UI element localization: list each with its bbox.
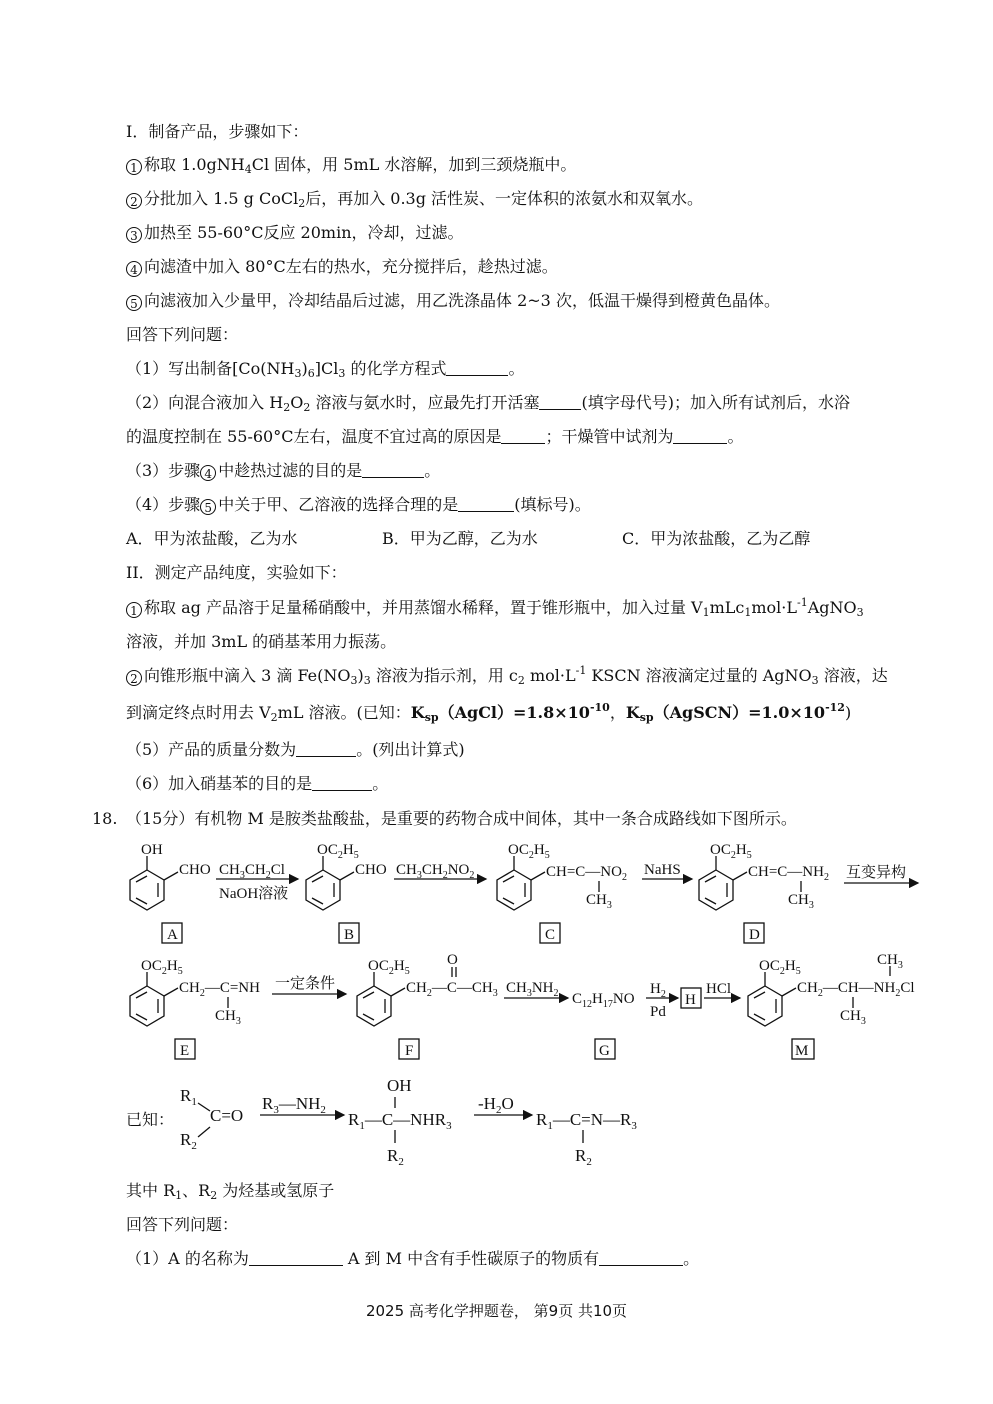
svg-text:B: B (344, 927, 355, 943)
svg-text:M: M (795, 1043, 809, 1059)
label-g (595, 1039, 615, 1059)
page-footer: 2025 高考化学押题卷， 第9页 共10页 (365, 1302, 628, 1320)
svg-text:CH=C—NO2: $CH=C—NO_2$ (546, 864, 627, 883)
svg-text:R2: $R_2$ (387, 1146, 404, 1165)
svg-text:-H2O: $-H_2O$ (478, 1094, 514, 1116)
svg-text:C=O: C=O (210, 1106, 244, 1125)
q18-question-1: （1）A 的名称为 A 到 M 中含有手性碳原子的物质有 。 (126, 1249, 700, 1268)
answer-blank[interactable] (362, 463, 424, 478)
circled-4: 4 (200, 465, 216, 481)
compound-f (357, 952, 498, 1026)
part2-step2-line1: 2 向锥形瓶中滴入 3 滴 $Fe(NO_3)_3$ 溶液为指示剂，用 $c_2$ $mol\cdot L^{-1}$ KSCN 溶液滴定过量的 AgNO$_3$ 溶液，达 (126, 666, 888, 686)
compound-e (130, 958, 260, 1027)
reagent-ab-bottom: NaOH溶液 (219, 886, 289, 902)
svg-text:CH2—CH—NH2Cl: $CH_2—CH—NH_2Cl$ (797, 980, 915, 999)
compound-a (130, 842, 211, 910)
circled-1: 1 (126, 159, 142, 175)
svg-text:F: F (405, 1043, 414, 1059)
svg-text:OC2H5: $OC_2H_5$ (368, 958, 410, 977)
reagent-gh-bottom: Pd (650, 1004, 666, 1020)
question-2-line2: 的温度控制在 55-60°C左右，温度不宜过高的原因是 ；干燥管中试剂为 。 (126, 427, 744, 446)
answer-blank[interactable] (296, 742, 356, 757)
circled-3: 3 (126, 227, 142, 243)
question-number: 18. (92, 809, 118, 828)
svg-text:H: H (685, 992, 696, 1008)
question-4: （4）步骤 5 中关于甲、乙溶液的选择合理的是 (填标号)。 (126, 495, 591, 515)
reagent-ef: 一定条件 (275, 976, 336, 992)
reagent-fg: $CH_3NH_2$ (506, 980, 559, 999)
part1-step3: 3 加热至 55-60°C反应 20min，冷却，过滤。 (126, 223, 464, 243)
svg-text:CH3: $CH_3$ (840, 1008, 866, 1027)
svg-text:OH: OH (141, 842, 163, 858)
q18-stem: 18. （15分）有机物 M 是胺类盐酸盐，是重要的药物合成中间体，其中一条合成路线如下图所示。 (92, 809, 797, 828)
svg-text:OC2H5: $OC_2H_5$ (141, 958, 183, 977)
question-1: （1）写出制备$[Co(NH_3)_6]Cl_3$ 的化学方程式 。 (126, 359, 525, 380)
label-c (540, 923, 560, 943)
reagent-gh-top: $H_2$ (650, 981, 666, 1000)
answer-heading: 回答下列问题： (126, 325, 239, 344)
label-a (162, 923, 182, 943)
svg-text:CH3: $CH_3$ (586, 892, 612, 911)
part2-step2-line2: 到滴定终点时用去 $V_2mL$ 溶液。(已知：$K_{sp}(AgCl)=1.8\times 10^{-10}$，$K_{sp}(AgSCN)=1.0\times 10^{-12}$) (126, 701, 852, 724)
svg-text:R2: $R_2$ (180, 1130, 197, 1152)
part2-heading: II．测定产品纯度，实验如下： (126, 563, 347, 582)
compound-d (699, 842, 829, 911)
label-e (175, 1039, 195, 1059)
svg-text:R3—NH2: $R_3—NH_2$ (262, 1094, 326, 1116)
options-row (126, 529, 810, 549)
known-label: 已知： (126, 1110, 175, 1129)
svg-text:R2: $R_2$ (575, 1146, 592, 1165)
question-3: （3）步骤 4 中趁热过滤的目的是 。 (126, 461, 441, 481)
label-d (744, 923, 764, 943)
substituent-note: 其中 $R_1$、$R_2$ 为烃基或氢原子 (126, 1181, 335, 1202)
label-f (399, 1039, 419, 1059)
q18-answer-heading: 回答下列问题： (126, 1215, 239, 1234)
svg-text:OC2H5: $OC_2H_5$ (508, 842, 550, 861)
answer-blank[interactable] (312, 776, 372, 791)
svg-text:OC2H5: $OC_2H_5$ (759, 958, 801, 977)
part2-step1-line2: 溶液，并加 3mL 的硝基苯用力振荡。 (126, 632, 397, 651)
circled-1: 1 (126, 602, 142, 618)
question-6: （6）加入硝基苯的目的是 。 (126, 774, 389, 793)
reagent-de: 互变异构 (846, 865, 907, 881)
part1-step1: 1 称取 1.0gNH$_4$Cl 固体，用 5mL 水溶解，加到三颈烧瓶中。 (126, 155, 576, 175)
part1-step2: 2 分批加入 1.5 g CoCl$_2$后，再加入 0.3g 活性炭、一定体积的浓氨水和双氧水。 (126, 189, 703, 209)
circled-2: 2 (126, 193, 142, 209)
answer-blank[interactable] (599, 1251, 683, 1266)
svg-text:D: D (749, 927, 760, 943)
option-b[interactable]: B．甲为乙醇，乙为水 (382, 529, 538, 548)
label-m (792, 1039, 814, 1059)
svg-text:CH3: $CH_3$ (788, 892, 814, 911)
svg-text:OC2H5: $OC_2H_5$ (317, 842, 359, 861)
svg-text:OH: OH (387, 1076, 412, 1095)
circled-5: 5 (126, 295, 142, 311)
svg-text:C: C (545, 927, 556, 943)
reagent-ab-top: $CH_3CH_2Cl$ (219, 862, 285, 881)
compound-c (497, 842, 627, 911)
answer-blank[interactable] (446, 361, 508, 376)
question-5: （5）产品的质量分数为 。(列出计算式) (126, 740, 465, 759)
answer-blank[interactable] (539, 395, 581, 410)
answer-blank[interactable] (501, 429, 545, 444)
svg-text:R1: $R_1$ (180, 1086, 197, 1108)
svg-text:OC2H5: $OC_2H_5$ (710, 842, 752, 861)
svg-text:R1—C—NHR3: $R_1—C—NHR_3$ (348, 1110, 452, 1132)
answer-blank[interactable] (673, 429, 727, 444)
svg-text:CH2—C—CH3: $CH_2—C—CH_3$ (406, 980, 498, 999)
svg-text:CH=C—NH2: $CH=C—NH_2$ (748, 864, 829, 883)
part2-step1-line1: 1 称取 ag 产品溶于足量稀硝酸中，并用蒸馏水稀释，置于锥形瓶中，加入过量 $V_1mLc_1mol\cdot L^{-1}AgNO_3$ (126, 598, 864, 618)
svg-text:CHO: CHO (179, 862, 211, 878)
part1-step4: 4 向滤渣中加入 80°C左右的热水，充分搅拌后，趁热过滤。 (126, 257, 558, 277)
question-2-line1: （2）向混合液加入 $H_2O_2$ 溶液与氨水时，应最先打开活塞 (填字母代号)；加入所有试剂后，水浴 (126, 393, 850, 414)
option-c[interactable]: C．甲为浓盐酸，乙为乙醇 (622, 529, 811, 548)
synthesis-scheme (0, 836, 993, 1076)
option-a[interactable]: A．甲为浓盐酸，乙为水 (126, 529, 298, 548)
circled-5: 5 (200, 499, 216, 515)
part1-heading: I．制备产品，步骤如下： (126, 122, 309, 141)
known-reaction (176, 1075, 736, 1165)
svg-text:E: E (180, 1043, 190, 1059)
compound-m (748, 952, 915, 1027)
svg-text:O: O (447, 952, 458, 968)
reagent-hm: HCl (706, 981, 732, 997)
svg-text:G: G (599, 1043, 610, 1059)
answer-blank[interactable] (249, 1251, 343, 1266)
reagent-cd: NaHS (644, 862, 681, 878)
svg-text:CH2—C=NH: $CH_2—C=NH$ (179, 980, 260, 999)
circled-2: 2 (126, 670, 142, 686)
svg-text:CH3: $CH_3$ (215, 1008, 241, 1027)
compound-g: $C_{12}H_{17}NO$ (572, 991, 635, 1010)
compound-h (681, 988, 701, 1008)
label-b (339, 923, 359, 943)
svg-text:R1—C=N—R3: $R_1—C=N—R_3$ (536, 1110, 637, 1132)
svg-text:CH3: $CH_3$ (877, 952, 903, 971)
reagent-bc: $CH_3CH_2NO_2$ (396, 862, 475, 881)
part1-step5: 5 向滤液加入少量甲，冷却结晶后过滤，用乙洗涤晶体 2~3 次，低温干燥得到橙黄色晶体。 (126, 291, 780, 311)
compound-b (306, 842, 387, 910)
circled-4: 4 (126, 261, 142, 277)
answer-blank[interactable] (458, 497, 514, 512)
svg-text:CHO: CHO (355, 862, 387, 878)
svg-text:A: A (167, 927, 178, 943)
